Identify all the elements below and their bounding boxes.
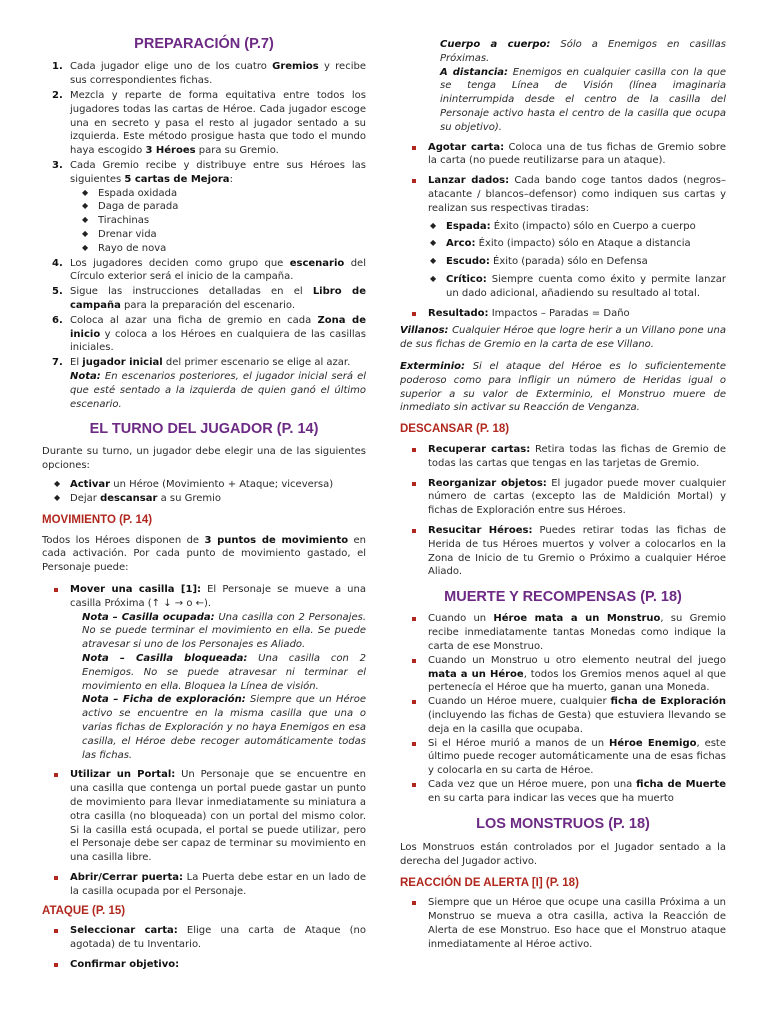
roll-dice: Lanzar dados: Cada bando coge tantos dados (negros–atacante / blancos–defensor) como indiquen sus cartas y realizan sus respectivas tiradas: [400,174,726,215]
death-token: Cada vez que un Héroe muere, pon una ficha de Muerte en su carta para indicar las veces que ha muerto [400,778,726,806]
prep-step-1: 1. Cada jugador elige uno de los cuatro Gremios y recibe sus correspondientes fichas. [52,61,366,87]
prep-step-4: 4. Los jugadores deciden como grupo que escenario del Círculo exterior será el inicio de la campaña. [52,257,366,283]
upgrade-card-item: ◆ Tirachinas [42,214,366,228]
villains-rule: Villanos: Cualquier Héroe que logre herir a un Villano pone una de sus fichas de Gremio en la carta de ese Villano. [400,325,726,351]
prep-step-6: 6. Coloca al azar una ficha de gremio en cada Zona de inicio y coloca a los Héroes en cualquiera de las casillas iniciales. [52,314,366,354]
reorganize-items: Reorganizar objetos: El jugador puede mover cualquier número de cartas (excepto las de Maldición Mortal) y fichas de Exploración entre sus Héroes. [400,477,726,518]
alert-heading: REACCIÓN DE ALERTA [I] (P. 18) [400,876,579,889]
die-face-sword: ◆ Espada: Éxito (impacto) sólo en Cuerpo a cuerpo [400,220,726,234]
prep-heading: PREPARACIÓN (P.7) [134,36,274,52]
left-column [42,36,366,972]
prep-step-7: 7. El jugador inicial del primer escenario se elige al azar. Nota: En escenarios posteriores, el jugador inicial será el que esté sentado a la izquierda de quien ganó el último escenario. [52,357,366,410]
die-face-shield: ◆ Escudo: Éxito (parada) sólo en Defensa [400,255,726,269]
rest-heading: DESCANSAR (P. 18) [400,423,510,436]
note-exploration-token: Nota – Ficha de exploración: Siempre que un Héroe activo se encuentre en la misma casilla que una o varias fichas de Exploración y no haya Enemigos en esa casilla, el Héroe debe recoger automáticamente todas las fichas. [82,694,366,761]
note-occupied-square: Nota – Casilla ocupada: Una casilla con 2 Personajes. No se puede terminar el movimiento en ella. Se puede atravesar si uno de los Personajes es Aliado. [82,611,367,651]
prep-step-2: 2. Mezcla y reparte de forma equitativa entre todos los jugadores todas las cartas de Héroe. Cada jugador escoge una en secreto y pasa el resto al jugador sentado a su izquierda. Este método prosigue hasta que todo el mundo haya escogido 3 Héroes para su Gremio. [52,89,366,157]
hero-kills-monster: Cuando un Héroe mata a un Monstruo, su Gremio recibe inmediatamente tantas Monedas como indique la carta de ese Monstruo. [400,612,726,653]
attack-heading: ATAQUE (P. 15) [42,904,126,917]
extermination-rule: Exterminio: Si el ataque del Héroe es lo suficientemente poderoso como para infligir un número de Heridas igual o superior a su valor de Exterminio, el Monstruo muere de inmediato sin activar su Reacción de Venganza. [400,360,726,414]
move-one-square: Mover una casilla [1]: El Personaje se mueve a una casilla Próxima (↑ ↓ → o ←). [42,583,366,611]
confirm-target: Confirmar objetivo: [42,958,366,972]
turn-option-activate: ◆ Activar un Héroe (Movimiento + Ataque; viceversa) [42,478,366,492]
turn-heading: EL TURNO DEL JUGADOR (P. 14) [89,421,319,438]
attack-result: Resultado: Impactos – Paradas = Daño [400,307,726,321]
upgrade-card-item: ◆ Espada oxidada [42,187,366,201]
select-card: Seleccionar carta: Elige una carta de Ataque (no agotada) de tu Inventario. [42,924,366,952]
turn-intro: Durante su turno, un jugador debe elegir una de las siguientes opciones: [42,445,366,471]
melee-rule: Cuerpo a cuerpo: Sólo a Enemigos en casillas Próximas. [440,39,726,64]
die-face-bow: ◆ Arco: Éxito (impacto) sólo en Ataque a distancia [400,237,726,251]
movement-heading: MOVIMIENTO (P. 14) [42,513,153,526]
prep-step-5: 5. Sigue las instrucciones detalladas en el Libro de campaña para la preparación del escenario. [52,286,366,311]
monster-kills-hero: Cuando un Monstruo u otro elemento neutral del juego mata a un Héroe, todos los Gremios menos aquel al que pertenecía el Héroe que ha muerto, ganan una Moneda. [400,654,726,695]
ranged-rule: A distancia: Enemigos en cualquier casilla con la que se tenga Línea de Visión (línea imaginaria ininterrumpida desde el centro de la casilla del Personaje activo hasta el centro de la casilla que ocupa su objetivo). [440,66,726,133]
monsters-intro: Los Monstruos están controlados por el Jugador sentado a la derecha del Jugador activo. [400,842,726,867]
enemy-hero-collects: Si el Héroe murió a manos de un Héroe Enemigo, este último puede recoger automáticamente una de esas fichas y colocarla en su carta de Héroe. [400,737,726,778]
prep-step-3: 3. Cada Gremio recibe y distribuye entre sus Héroes las siguientes 5 cartas de Mejora: [52,159,366,185]
death-heading: MUERTE Y RECOMPENSAS (P. 18) [444,589,682,606]
revive-heroes: Resucitar Héroes: Puedes retirar todas las fichas de Herida de tus Héroes muertos y volver a colocarlos en la Zona de Inicio de tu Gremio o Próximo a cualquier Héroe Aliado. [400,524,726,579]
drop-exploration-tokens: Cuando un Héroe muere, cualquier ficha de Exploración (incluyendo las fichas de Gesta) que estuviera llevando se deja en la casilla que ocupaba. [400,695,726,736]
right-column [400,38,726,952]
upgrade-card-item: ◆ Daga de parada [42,200,366,214]
alert-reaction-rule: Siempre que un Héroe que ocupe una casilla Próxima a un Monstruo se mueva a otra casilla, activa la Reacción de Alerta de ese Monstruo. Eso hace que el Monstruo ataque inmediatamente al Héroe activo. [400,896,726,951]
recover-cards: Recuperar cartas: Retira todas las fichas de Gremio de todas las cartas que tengas en las tarjetas de Gremio. [400,443,726,471]
use-portal: Utilizar un Portal: Un Personaje que se encuentre en una casilla que contenga un portal puede gastar un punto de movimiento para llevar inmediatamente su miniatura a otra casilla (no bloqueada) con un portal del mismo color. Si la casilla está ocupada, el portal se puede utilizar, pero el Personaje debe ser capaz de terminar su movimiento en una casilla libre. [42,768,366,865]
die-face-critical: ◆ Crítico: Siempre cuenta como éxito y permite lanzar un dado adicional, añadiendo su resultado al total. [400,273,726,301]
upgrade-card-item: ◆ Drenar vida [42,228,366,242]
exhaust-card: Agotar carta: Coloca una de tus fichas de Gremio sobre la carta (no puede reutilizarse para un ataque). [400,141,726,169]
turn-option-rest: ◆ Dejar descansar a su Gremio [42,492,366,506]
upgrade-card-item: ◆ Rayo de nova [42,242,366,256]
note-blocked-square: Nota – Casilla bloqueada: Una casilla con 2 Enemigos. No se puede atravesar ni terminar el movimiento en ella. Bloquea la Línea de visión. [82,653,367,692]
open-close-door: Abrir/Cerrar puerta: La Puerta debe estar en un lado de la casilla ocupada por el Personaje. [42,871,366,899]
monsters-heading: LOS MONSTRUOS (P. 18) [476,815,650,832]
movement-intro: Todos los Héroes disponen de 3 puntos de movimiento en cada activación. Por cada punto de movimiento gastado, el Personaje puede: [42,534,366,574]
